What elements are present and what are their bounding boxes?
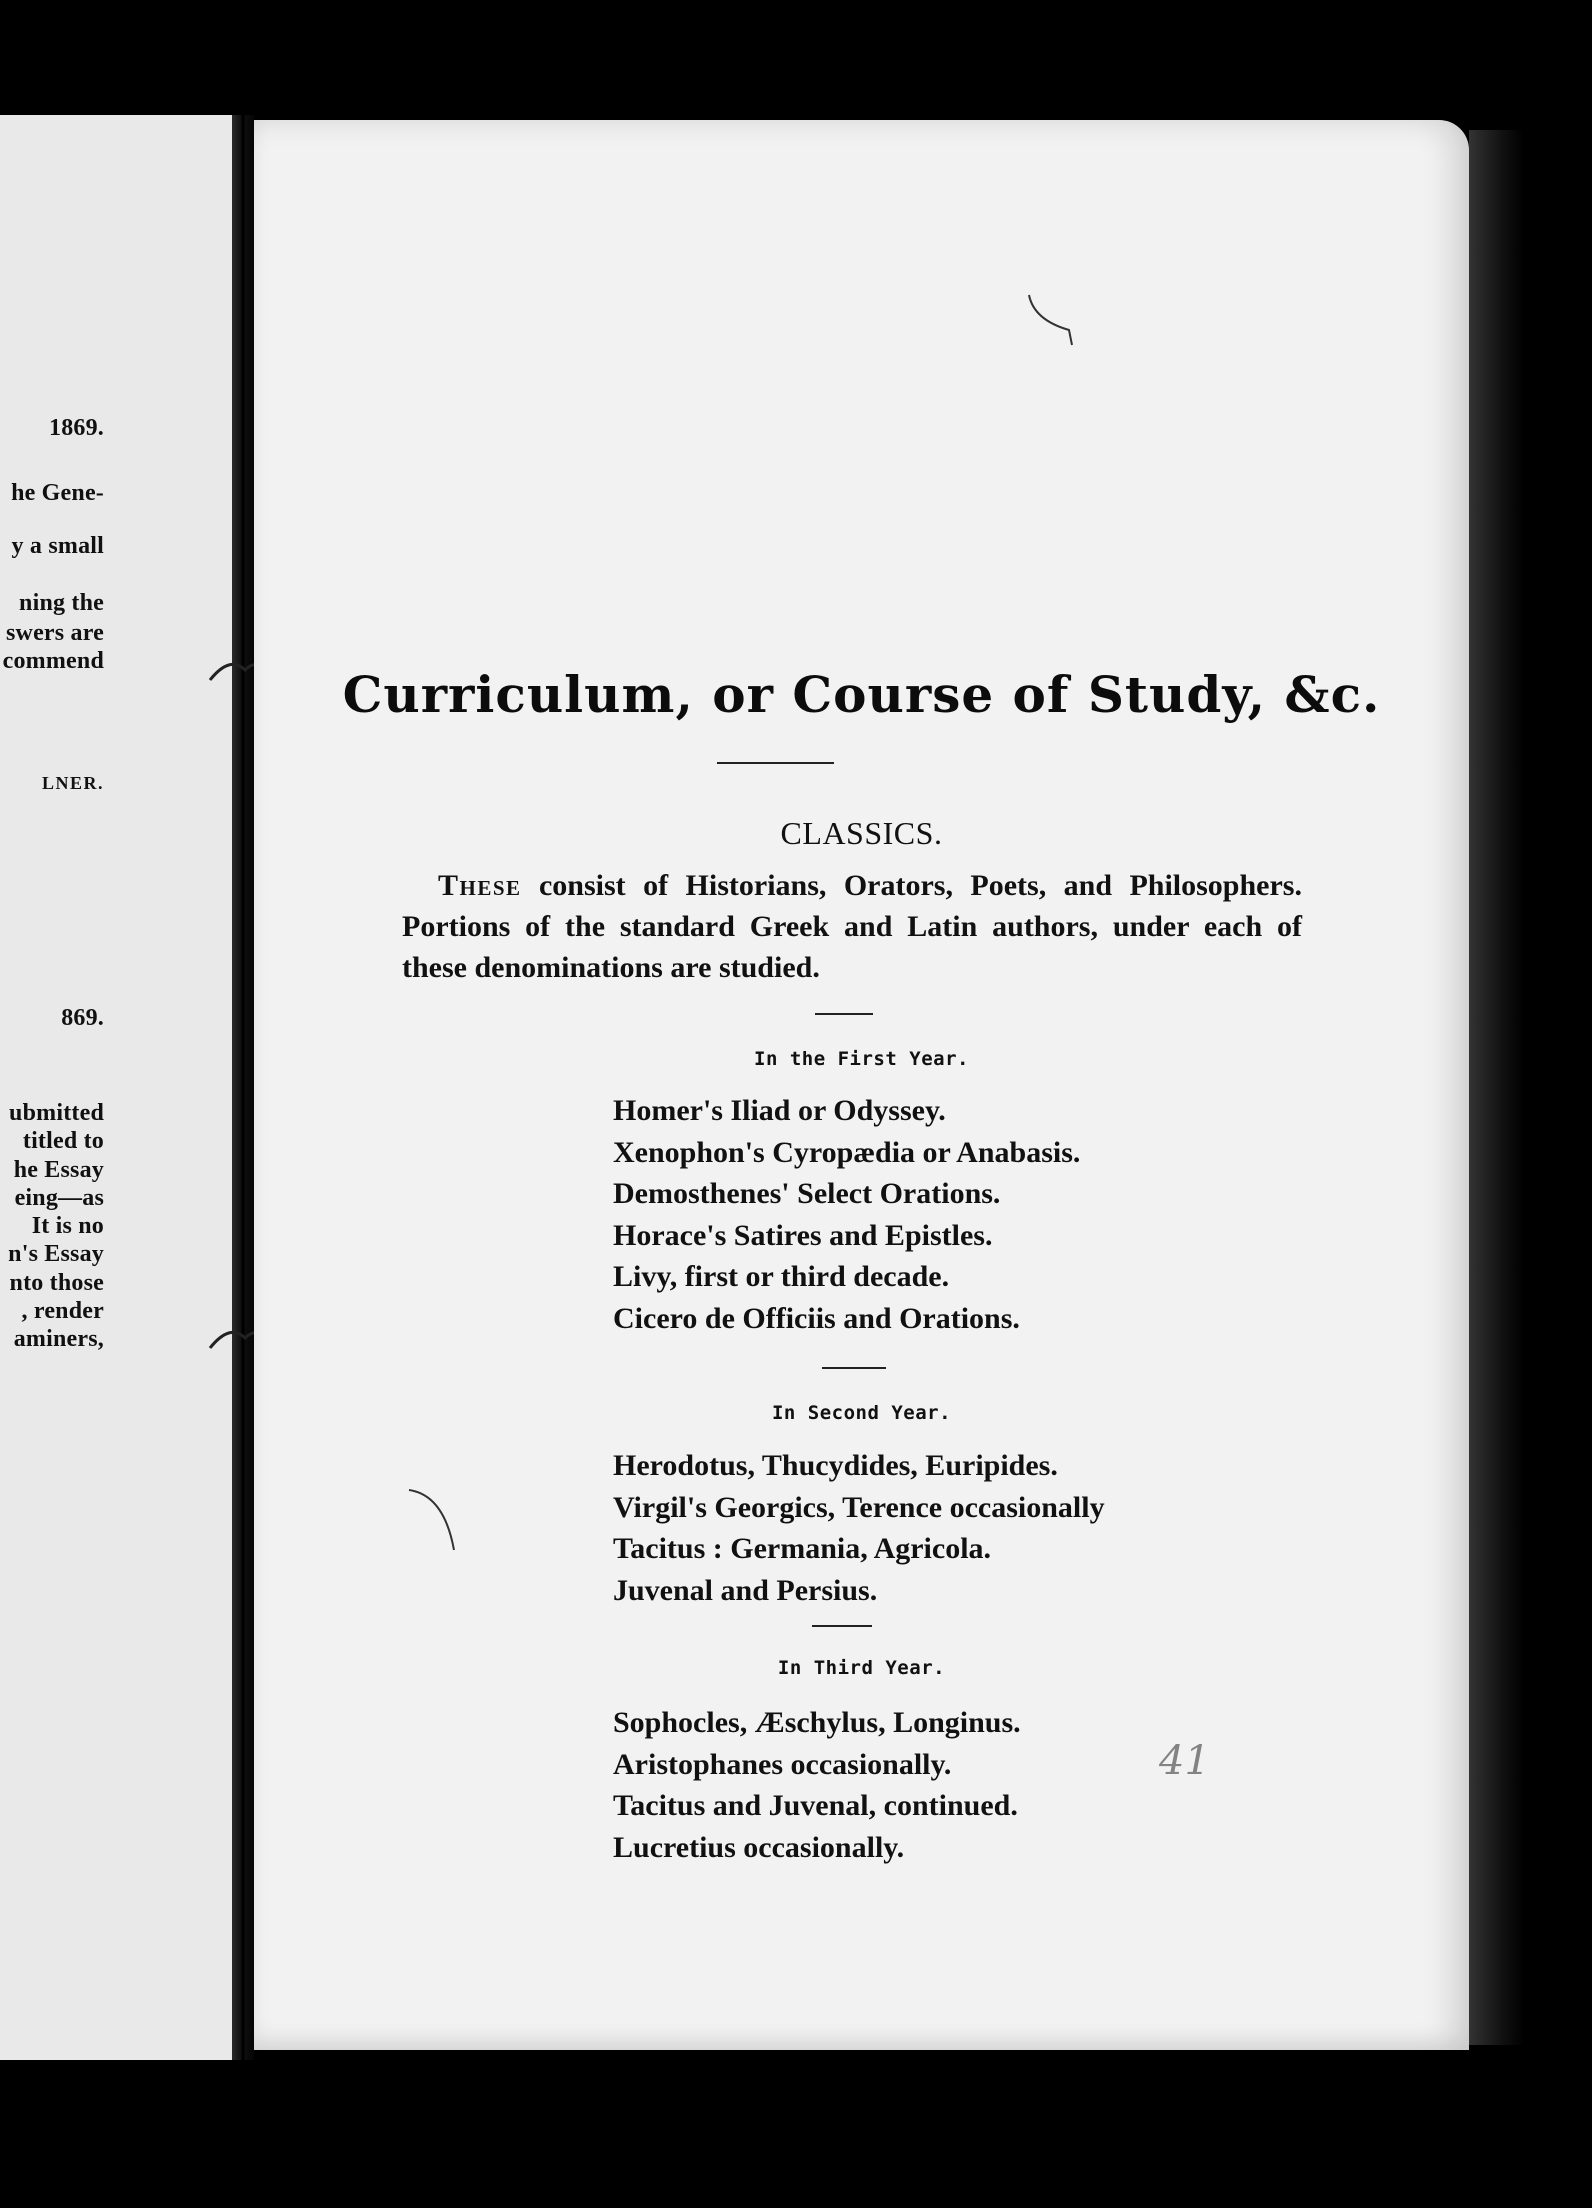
left-page-line: 869. [61, 1005, 104, 1031]
second-year-heading: In Second Year. [771, 1402, 952, 1424]
left-page-line: ubmitted [9, 1100, 104, 1126]
course-item: Tacitus : Germania, Agricola. [613, 1532, 992, 1565]
section-rule [812, 1625, 872, 1627]
left-page-line: y a small [11, 533, 104, 559]
left-page-line: he Essay [13, 1157, 104, 1183]
section-title: CLASSICS. [780, 815, 943, 851]
intro-paragraph [402, 865, 1302, 988]
course-item: Juvenal and Persius. [613, 1573, 878, 1607]
third-year-heading: In Third Year. [777, 1657, 946, 1679]
handwritten-page-number: 41 [1159, 1738, 1210, 1784]
intro-line-text: consist of Historians, Orators, Poets, and Philosophers. [521, 869, 1302, 902]
left-page-line: commend [2, 648, 104, 674]
section-rule [822, 1367, 886, 1369]
page-title: Curriculum, or Course of Study, &c. [342, 665, 1381, 724]
left-page-line: It is no [31, 1213, 104, 1239]
course-item: Demosthenes' Select Orations. [613, 1177, 1001, 1210]
left-page-line: aminers, [13, 1326, 104, 1352]
intro-line: these denominations are studied. [402, 951, 820, 984]
left-page-line: n's Essay [8, 1241, 104, 1267]
main-page [254, 120, 1469, 2050]
scan-mark-icon [404, 1480, 464, 1560]
course-item: Herodotus, Thucydides, Euripides. [613, 1449, 1058, 1482]
first-year-course-list [613, 1090, 1080, 1339]
binding-thread-icon [232, 115, 254, 2060]
left-page-line: 1869. [49, 415, 104, 441]
left-facing-page [0, 115, 235, 2060]
section-rule [815, 1013, 873, 1015]
title-rule [717, 762, 834, 764]
course-item: Sophocles, Æschylus, Longinus. [613, 1706, 1021, 1739]
left-page-line: ning the [19, 590, 104, 616]
course-item: Virgil's Georgics, Terence occasionally [613, 1490, 1105, 1524]
book-spine [232, 115, 254, 2060]
course-item: Livy, first or third decade. [613, 1260, 950, 1293]
intro-lead-word: These [438, 869, 522, 902]
third-year-course-list [613, 1702, 1021, 1868]
first-year-heading: In the First Year. [754, 1048, 969, 1070]
course-item: Cicero de Officiis and Orations. [613, 1301, 1020, 1335]
intro-line: Portions of the standard Greek and Latin authors, under each of [402, 910, 1302, 943]
left-page-line: swers are [6, 620, 104, 646]
course-item: Xenophon's Cyropædia or Anabasis. [613, 1135, 1081, 1169]
intro-line [402, 865, 1302, 906]
course-item: Tacitus and Juvenal, continued. [613, 1789, 1018, 1822]
left-page-line: titled to [22, 1128, 104, 1154]
course-item: Lucretius occasionally. [613, 1830, 905, 1864]
left-page-line: nto those [9, 1270, 104, 1296]
scan-mark-icon [1024, 290, 1084, 350]
course-item: Aristophanes occasionally. [613, 1747, 952, 1781]
second-year-course-list [613, 1445, 1105, 1611]
course-item: Horace's Satires and Epistles. [613, 1218, 993, 1252]
left-page-line: LNER. [41, 773, 104, 793]
page-edge [1469, 130, 1524, 2045]
left-page-line: he Gene- [11, 480, 104, 506]
left-page-line: eing—as [14, 1185, 104, 1211]
course-item: Homer's Iliad or Odyssey. [613, 1094, 946, 1127]
left-page-line: , render [21, 1298, 104, 1324]
